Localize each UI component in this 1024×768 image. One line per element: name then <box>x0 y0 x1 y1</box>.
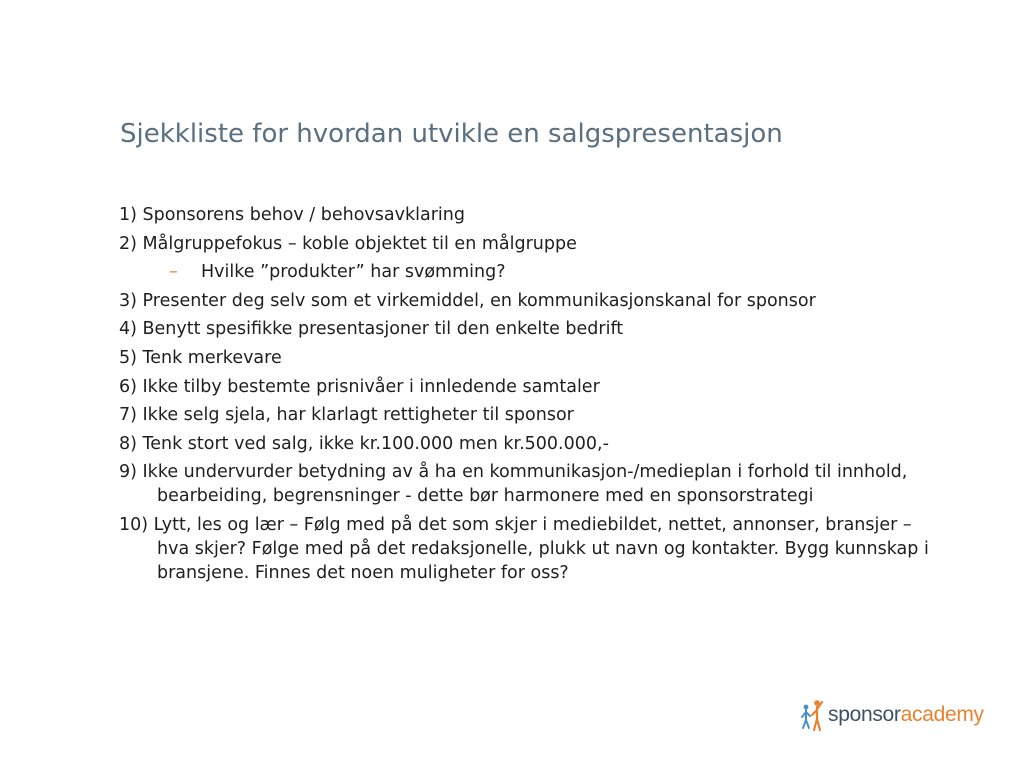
logo-text <box>828 697 984 733</box>
checklist-item-9 <box>119 460 949 508</box>
people-figures-icon <box>800 698 826 732</box>
sponsoracademy-logo <box>800 697 984 733</box>
checklist-item-1 <box>119 203 949 227</box>
logo-text-sponsor: sponsor <box>828 703 901 726</box>
checklist-item-8 <box>119 432 949 456</box>
checklist-subitem <box>119 260 949 284</box>
slide-title: Sjekkliste for hvordan utvikle en salgspresentasjon <box>120 119 783 149</box>
logo-text-academy: academy <box>900 703 984 726</box>
checklist-item-text: 10) Lytt, les og lær – Følg med på det som skjer i mediebildet, nettet, annonser, bransjer – hva skjer? Følge med på det redaksjonelle, plukk ut navn og kontakter. Bygg kunnskap i bransjene. Finnes det noen muligheter for oss? <box>119 514 929 583</box>
dash-bullet-icon: – <box>169 262 178 283</box>
checklist-item-text: 3) Presenter deg selv som et virkemiddel, en kommunikasjonskanal for sponsor <box>119 290 816 311</box>
checklist-item-6 <box>119 375 949 399</box>
checklist-item-text: 4) Benytt spesifikke presentasjoner til den enkelte bedrift <box>119 319 624 340</box>
checklist-item-4 <box>119 317 949 341</box>
checklist-item-text: 6) Ikke tilby bestemte prisnivåer i innledende samtaler <box>119 376 600 397</box>
checklist-item-text: 2) Målgruppefokus – koble objektet til en målgruppe <box>119 233 577 254</box>
checklist-item-5 <box>119 346 949 370</box>
checklist-item-3 <box>119 289 949 313</box>
checklist-item-text: 7) Ikke selg sjela, har klarlagt rettigheter til sponsor <box>119 405 574 426</box>
checklist-item-text: 1) Sponsorens behov / behovsavklaring <box>119 205 465 225</box>
checklist-item-10 <box>119 513 949 585</box>
checklist-item-7 <box>119 403 949 427</box>
checklist-item-text: 8) Tenk stort ved salg, ikke kr.100.000 men kr.500.000,- <box>119 433 609 454</box>
checklist-item-text: 9) Ikke undervurder betydning av å ha en kommunikasjon-/medieplan i forhold til innhold, bearbeiding, begrensninger - dette bør harmonere med en sponsorstrategi <box>119 462 908 507</box>
checklist <box>119 203 949 590</box>
checklist-item-2 <box>119 232 949 256</box>
checklist-item-text: 5) Tenk merkevare <box>119 347 282 368</box>
checklist-subitem-text: Hvilke ”produkter” har svømming? <box>201 262 506 283</box>
